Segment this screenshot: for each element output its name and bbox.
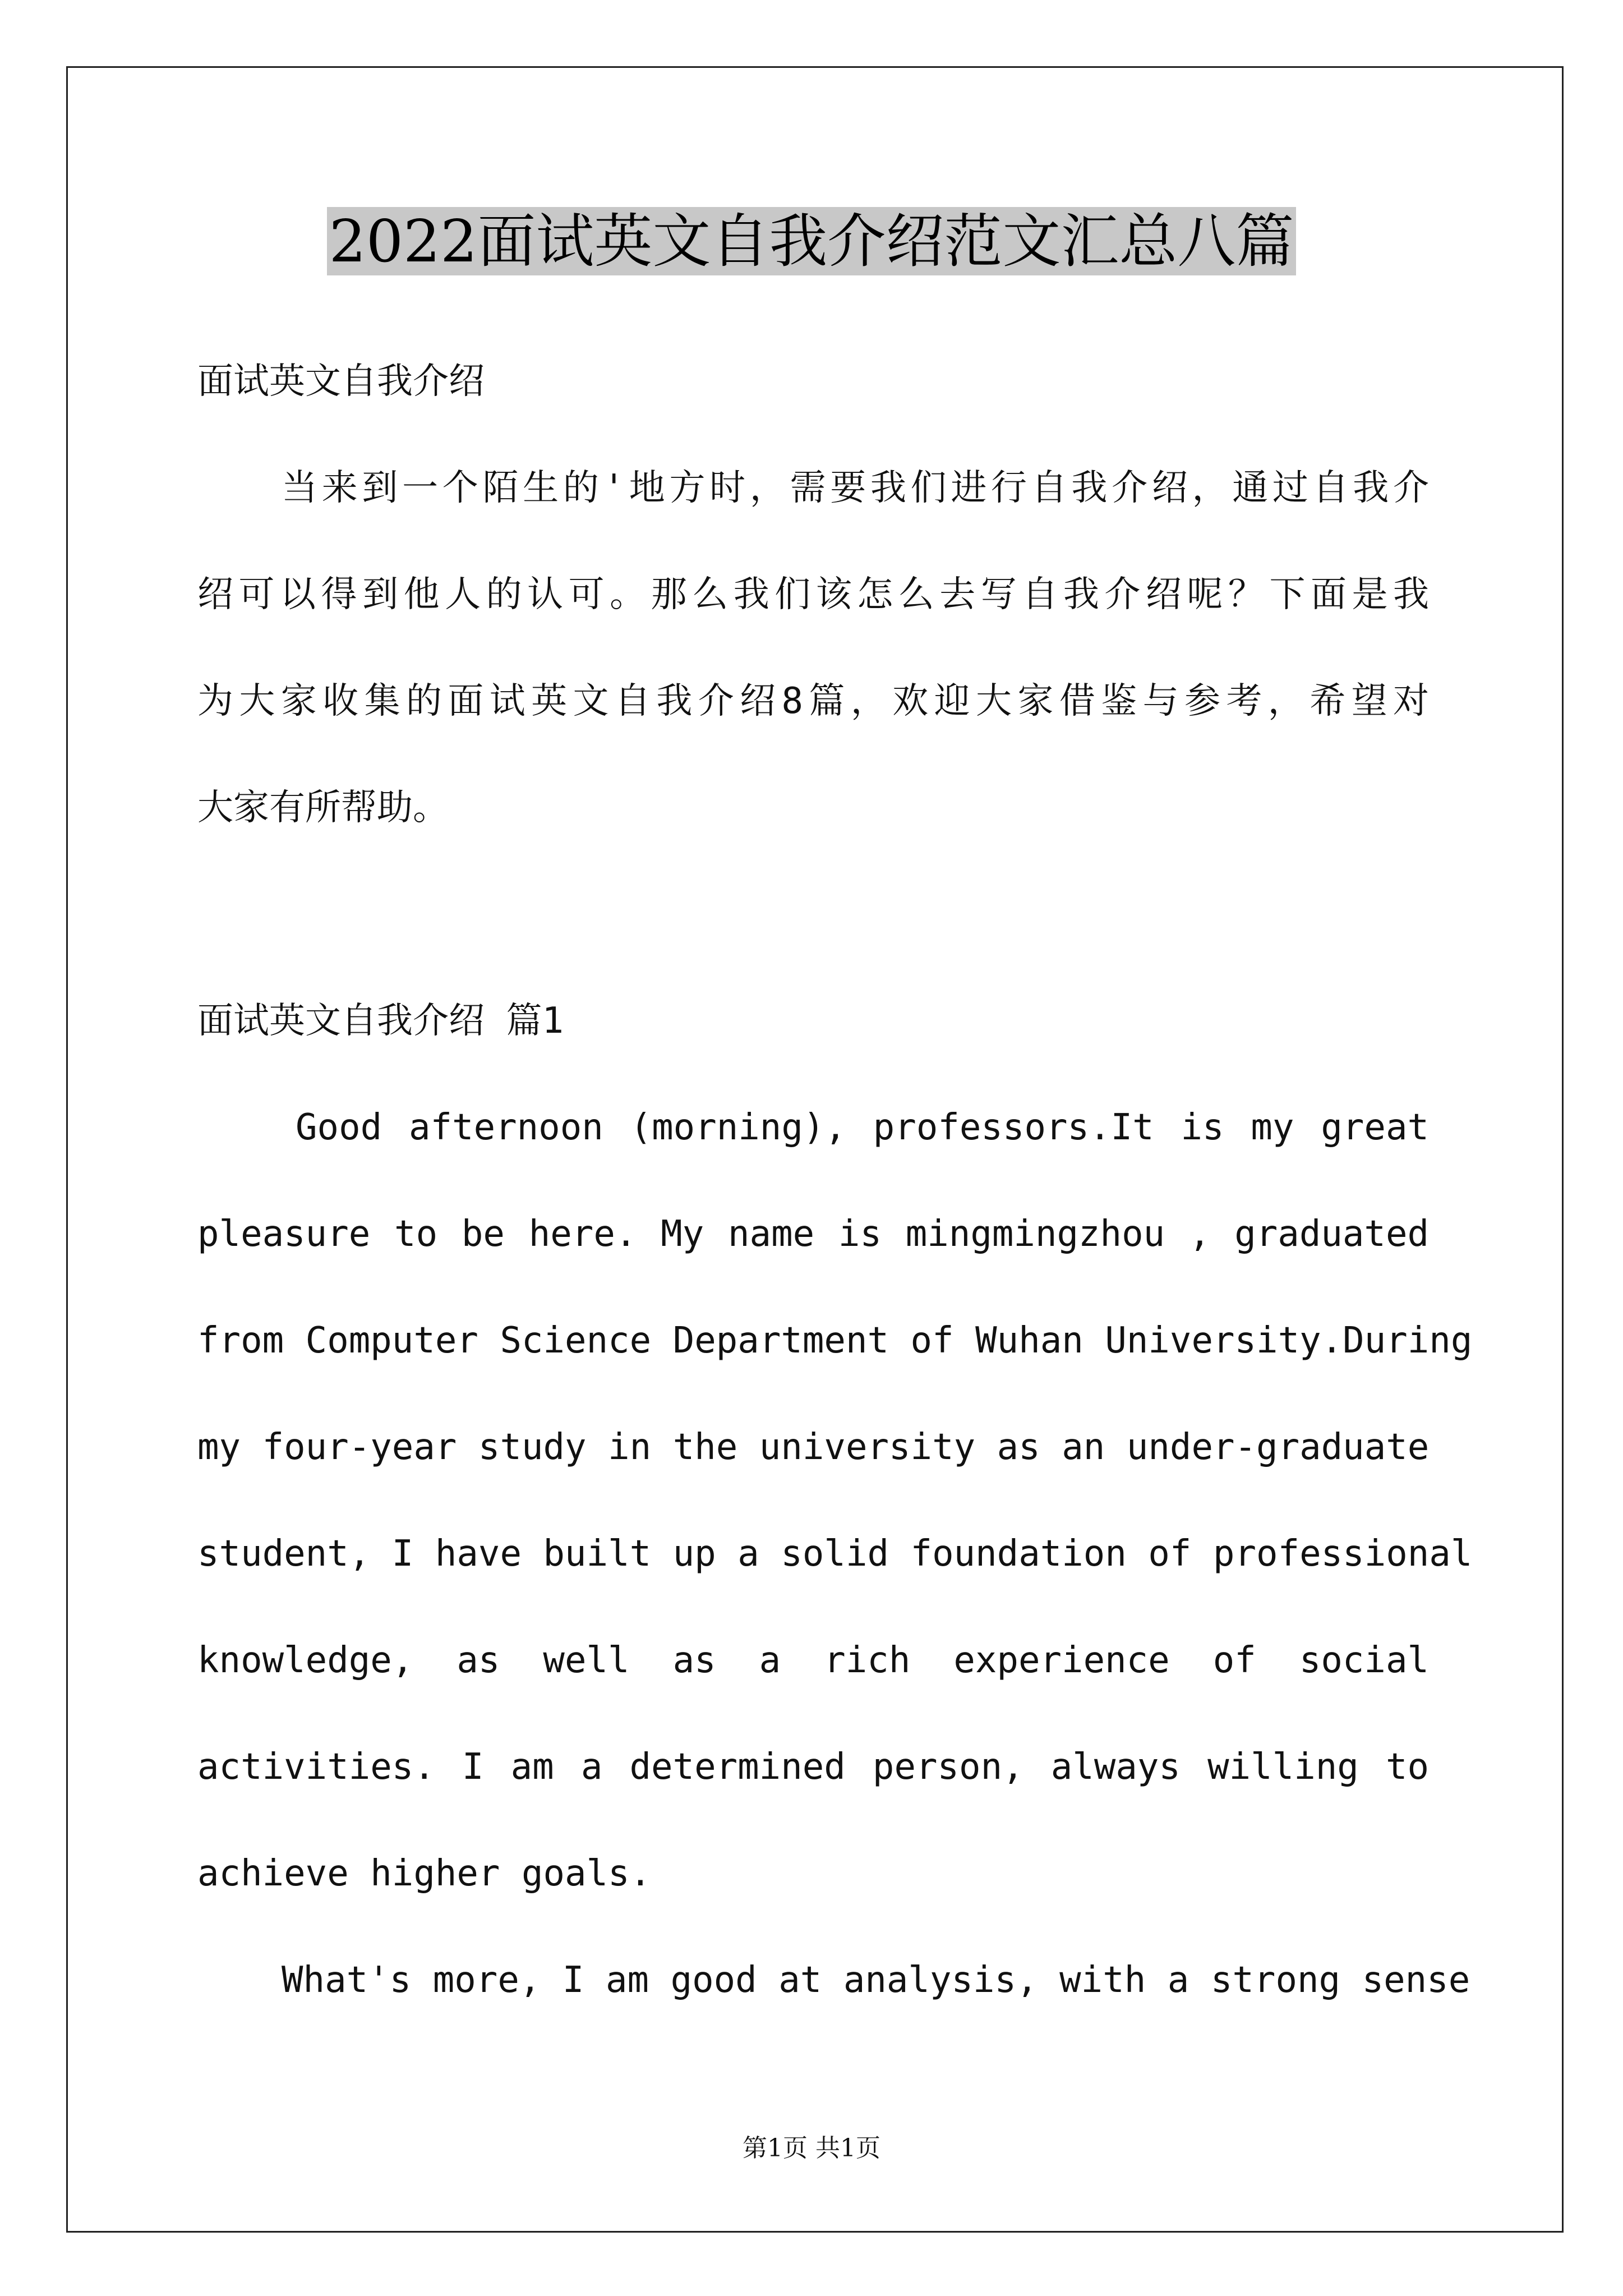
intro-line: 为大家收集的面试英文自我介绍8篇，欢迎大家借鉴与参考，希望对 [197,680,1429,722]
body-line: pleasure to be here. My name is mingmingzhou , graduated [197,1213,1429,1255]
body-line: my four-year study in the university as an under-graduate [197,1427,1430,1468]
body-line: What's more, I am good at analysis, with a strong sense [282,1959,1470,2001]
body-line: knowledge, as well as a rich experience of social [197,1640,1429,1681]
body-line: Good afternoon (morning), professors.It is my great [296,1107,1429,1148]
document-title: 2022面试英文自我介绍范文汇总八篇 [0,202,1623,280]
intro-line: 当来到一个陌生的'地方时，需要我们进行自我介绍，通过自我介 [282,467,1429,509]
body-line: student, I have built up a solid foundation of professional [197,1533,1473,1575]
article-heading: 面试英文自我介绍 篇1 [197,1000,564,1042]
body-line: activities. I am a determined person, always willing to [197,1746,1429,1788]
section-heading: 面试英文自我介绍 [197,361,485,402]
page-footer: 第1页 共1页 [743,2134,880,2162]
intro-line: 绍可以得到他人的认可。那么我们该怎么去写自我介绍呢？下面是我 [197,574,1429,615]
body-line: achieve higher goals. [197,1853,652,1894]
body-line: from Computer Science Department of Wuhan University.During [197,1320,1473,1361]
intro-line: 大家有所帮助。 [197,787,449,829]
